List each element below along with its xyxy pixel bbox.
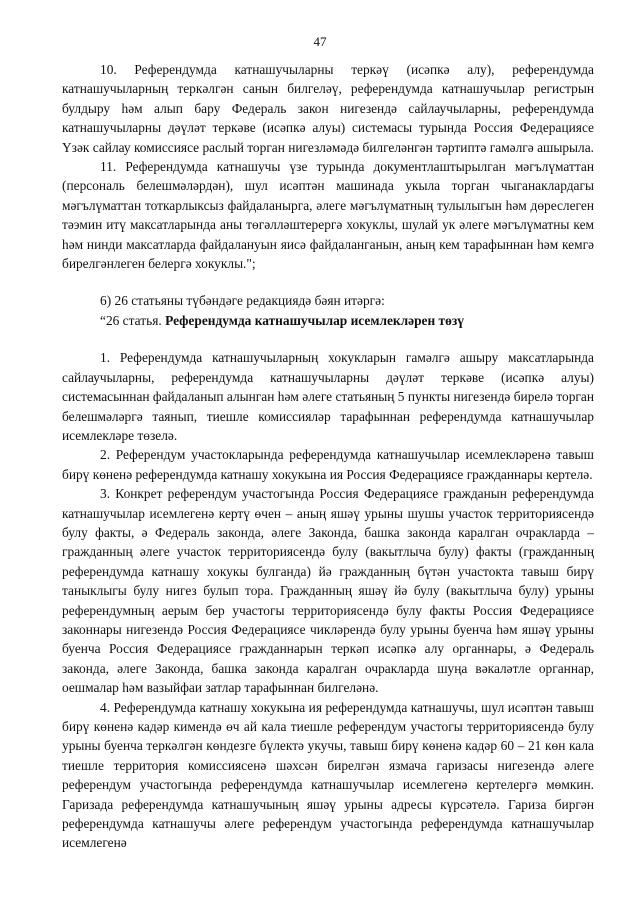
document-body [62, 60, 594, 853]
page-number: 47 [313, 34, 327, 49]
paragraph-10: 10. Референдумда катнашучыларны теркәү (исәпкә алу), референдумда катнашучыларның теркәлгән санын билгеләү, референдумда катнашучылар регистрын булдыру һәм алып бару Федераль закон нигезендә сайлаучыларны, референдумда катнашучыларны дәүләт теркәве (исәпкә алуы) системасы турында Россия Федерациясе Үзәк сайлау комиссиясе раслый торган нигезләмәдә билгеләнгән тәртиптә гамәлгә ашырыла. [62, 62, 594, 155]
article-paragraph-2: 2. Референдум участокларында референдумда катнашучылар исемлекләренә тавыш бирү көненә референдумда катнашу хокукына ия Россия Федерациясе гражданнары кертелә. [62, 447, 594, 482]
article-heading [62, 311, 594, 330]
article-heading-prefix: “26 статья. [100, 312, 166, 328]
article-paragraph-4: 4. Референдумда катнашу хокукына ия референдумда катнашучы, шул исәптән тавыш бирү көненә кадәр кимендә өч ай кала тиешле референдум участогы территориясендә булу урыны буенча теркәлгән көндезге бүлектә укучы, тавыш бирү көненә кадәр 60 – 21 көн кала тиешле территория комиссиясенә шәхсән бирелгән язмача гаризасы нигезендә әлеге референдум участогында референдумда катнашучылар исемлегенә кертелергә мөмкин. Гаризада референдумда катнашучының яшәү урыны адресы күрсәтелә. Гариза биргән референдумда катнашучы әлеге референдум участогында референдумда катнашучылар исемлегенә [62, 699, 594, 851]
article-paragraph-3: 3. Конкрет референдум участогында Россия Федерациясе гражданын референдумда катнашучылар исемлегенә кертү өчен – аның яшәү урыны шушы участок территориясендә булу факты, ә Федераль законда, әлеге Законда, башка законда каралган очракларда – гражданның әлеге участок территориясендә булу (вакытлыча булу) факты (гражданның референдумда катнашу хокукы булганда) йә гражданның бүтән участокта тавыш бирү таныклыгы булу нигез булып тора. Гражданның яшәү йә булу (вакытлыча булу) урыны референдумның аерым бер участогы территориясендә булу факты Россия Федерациясе законнары нигезендә Россия Федерациясе чикләрендә булу урыны буенча һәм яшәү урыны буенча Россия Федерациясе гражданнарын теркәп исәпкә алу органнары, ә Федераль законда, әлеге Законда, башка законда каралган очракларда шуңа вәкаләтле органнар, оешмалар һәм вазыйфаи затлар тарафыннан билгеләнә. [62, 486, 594, 696]
article-paragraph-1: 1. Референдумда катнашучыларның хокукларын гамәлгә ашыру максатларында сайлаучыларны, референдумда катнашучыларны дәүләт теркәве (исәпкә алуы) системасыннан файдаланып алынган һәм әлеге статьяның 5 пункты нигезендә бирелә торган белешмәләргә таянып, тиешле комиссияләр тарафыннан референдумда катнашучылар исемлекләре төзелә. [62, 350, 594, 443]
article-heading-title: Референдумда катнашучылар исемлекләрен төзү [165, 312, 464, 328]
amendment-instruction: 6) 26 статьяны түбәндәге редакциядә бәян итәргә: [100, 293, 385, 309]
paragraph-11: 11. Референдумда катнашучы үзе турында документлаштырылган мәгълүматтан (персональ белешмәләрдән), шул исәптән машинада укыла торган чыганаклардагы мәгълүматтан тоткарлыксыз файдаланырга, әлеге мәгълүматның тулылыгын һәм дөреслеген тәэмин итү максатларында аны төгәлләштерергә хокуклы, шулай ук әлеге мәгълүматны кем һәм нинди максатларда файдалануын яисә файдаланганын, аның кем тарафыннан һәм кемгә бирелгәнлеген белергә хокуклы."; [62, 159, 594, 272]
